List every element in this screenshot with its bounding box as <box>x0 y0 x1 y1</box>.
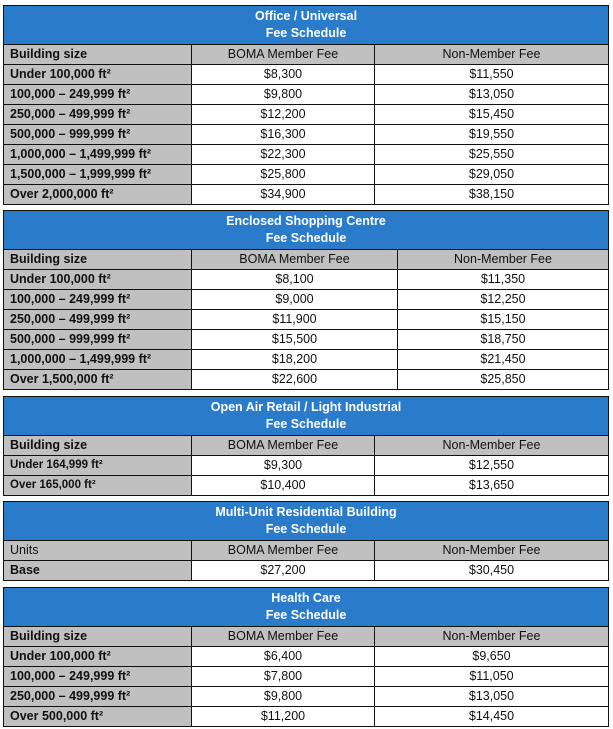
size-label: 100,000 – 249,999 ft² <box>4 85 192 105</box>
member-fee: $22,300 <box>192 145 375 165</box>
table-header-row <box>4 541 609 561</box>
member-fee: $16,300 <box>192 125 375 145</box>
size-label: 250,000 – 499,999 ft² <box>4 310 192 330</box>
member-fee: $22,600 <box>192 370 398 390</box>
column-header-non-member-fee: Non-Member Fee <box>375 436 609 456</box>
table-header-row <box>4 250 609 270</box>
column-header-non-member-fee: Non-Member Fee <box>398 250 609 270</box>
table-row <box>4 370 609 390</box>
size-label: Over 165,000 ft² <box>4 476 192 496</box>
table-row <box>4 310 609 330</box>
multi-unit-residential-fee-table <box>3 501 609 581</box>
non-member-fee: $12,550 <box>375 456 609 476</box>
table-row <box>4 185 609 205</box>
table-row <box>4 270 609 290</box>
column-header-member-fee: BOMA Member Fee <box>192 541 375 561</box>
non-member-fee: $15,450 <box>375 105 609 125</box>
non-member-fee: $13,050 <box>375 85 609 105</box>
member-fee: $25,800 <box>192 165 375 185</box>
member-fee: $18,200 <box>192 350 398 370</box>
column-header-non-member-fee: Non-Member Fee <box>375 627 609 647</box>
column-header-member-fee: BOMA Member Fee <box>192 436 375 456</box>
member-fee: $9,000 <box>192 290 398 310</box>
table-row <box>4 145 609 165</box>
table-row <box>4 647 609 667</box>
non-member-fee: $21,450 <box>398 350 609 370</box>
non-member-fee: $29,050 <box>375 165 609 185</box>
size-label: 1,000,000 – 1,499,999 ft² <box>4 350 192 370</box>
column-header-member-fee: BOMA Member Fee <box>192 45 375 65</box>
table-title-line2: Fee Schedule <box>265 231 347 245</box>
non-member-fee: $38,150 <box>375 185 609 205</box>
table-row <box>4 125 609 145</box>
member-fee: $7,800 <box>192 667 375 687</box>
table-row <box>4 707 609 727</box>
size-label: Base <box>4 561 192 581</box>
table-title-row <box>4 6 609 45</box>
member-fee: $15,500 <box>192 330 398 350</box>
table-row <box>4 330 609 350</box>
member-fee: $11,900 <box>192 310 398 330</box>
member-fee: $34,900 <box>192 185 375 205</box>
enclosed-shopping-centre-fee-table <box>3 210 609 390</box>
table-title-line1: Health Care <box>271 591 341 605</box>
non-member-fee: $30,450 <box>375 561 609 581</box>
table-title <box>4 397 609 436</box>
non-member-fee: $15,150 <box>398 310 609 330</box>
table-title-row <box>4 211 609 250</box>
column-header-non-member-fee: Non-Member Fee <box>375 541 609 561</box>
size-label: 1,500,000 – 1,999,999 ft² <box>4 165 192 185</box>
non-member-fee: $13,050 <box>375 687 609 707</box>
member-fee: $9,300 <box>192 456 375 476</box>
office-universal-fee-table <box>3 5 609 205</box>
table-title-row <box>4 588 609 627</box>
non-member-fee: $19,550 <box>375 125 609 145</box>
column-header-category: Building size <box>4 627 192 647</box>
non-member-fee: $14,450 <box>375 707 609 727</box>
size-label: Under 100,000 ft² <box>4 647 192 667</box>
non-member-fee: $12,250 <box>398 290 609 310</box>
table-header-row <box>4 627 609 647</box>
table-row <box>4 476 609 496</box>
table-title-line1: Office / Universal <box>254 9 358 23</box>
non-member-fee: $9,650 <box>375 647 609 667</box>
column-header-category: Building size <box>4 250 192 270</box>
table-title-line2: Fee Schedule <box>265 26 347 40</box>
table-row <box>4 65 609 85</box>
member-fee: $6,400 <box>192 647 375 667</box>
table-title <box>4 6 609 45</box>
column-header-category: Building size <box>4 45 192 65</box>
table-title-line2: Fee Schedule <box>265 522 347 536</box>
member-fee: $8,100 <box>192 270 398 290</box>
table-title <box>4 588 609 627</box>
table-row <box>4 85 609 105</box>
table-header-row <box>4 45 609 65</box>
table-title <box>4 502 609 541</box>
non-member-fee: $18,750 <box>398 330 609 350</box>
table-row <box>4 290 609 310</box>
column-header-category: Units <box>4 541 192 561</box>
size-label: 100,000 – 249,999 ft² <box>4 667 192 687</box>
non-member-fee: $11,350 <box>398 270 609 290</box>
column-header-non-member-fee: Non-Member Fee <box>375 45 609 65</box>
table-row <box>4 350 609 370</box>
table-row <box>4 105 609 125</box>
table-row <box>4 561 609 581</box>
size-label: Under 164,999 ft² <box>4 456 192 476</box>
size-label: 500,000 – 999,999 ft² <box>4 330 192 350</box>
size-label: 500,000 – 999,999 ft² <box>4 125 192 145</box>
size-label: Under 100,000 ft² <box>4 65 192 85</box>
member-fee: $12,200 <box>192 105 375 125</box>
size-label: 250,000 – 499,999 ft² <box>4 687 192 707</box>
table-row <box>4 165 609 185</box>
table-title-line1: Multi-Unit Residential Building <box>215 505 397 519</box>
non-member-fee: $11,550 <box>375 65 609 85</box>
table-row <box>4 456 609 476</box>
table-row <box>4 687 609 707</box>
non-member-fee: $25,850 <box>398 370 609 390</box>
size-label: Over 500,000 ft² <box>4 707 192 727</box>
size-label: 250,000 – 499,999 ft² <box>4 105 192 125</box>
size-label: Over 1,500,000 ft² <box>4 370 192 390</box>
size-label: 1,000,000 – 1,499,999 ft² <box>4 145 192 165</box>
size-label: 100,000 – 249,999 ft² <box>4 290 192 310</box>
table-title-line1: Enclosed Shopping Centre <box>226 214 386 228</box>
size-label: Under 100,000 ft² <box>4 270 192 290</box>
member-fee: $10,400 <box>192 476 375 496</box>
member-fee: $11,200 <box>192 707 375 727</box>
member-fee: $9,800 <box>192 85 375 105</box>
size-label: Over 2,000,000 ft² <box>4 185 192 205</box>
health-care-fee-table <box>3 587 609 727</box>
table-row <box>4 667 609 687</box>
table-title-line2: Fee Schedule <box>265 608 347 622</box>
table-title-row <box>4 502 609 541</box>
table-title-line1: Open Air Retail / Light Industrial <box>210 400 402 414</box>
member-fee: $9,800 <box>192 687 375 707</box>
table-title <box>4 211 609 250</box>
member-fee: $8,300 <box>192 65 375 85</box>
non-member-fee: $13,650 <box>375 476 609 496</box>
table-header-row <box>4 436 609 456</box>
column-header-member-fee: BOMA Member Fee <box>192 627 375 647</box>
open-air-retail-fee-table <box>3 396 609 496</box>
non-member-fee: $25,550 <box>375 145 609 165</box>
table-title-line2: Fee Schedule <box>265 417 347 431</box>
table-title-row <box>4 397 609 436</box>
column-header-category: Building size <box>4 436 192 456</box>
column-header-member-fee: BOMA Member Fee <box>192 250 398 270</box>
non-member-fee: $11,050 <box>375 667 609 687</box>
member-fee: $27,200 <box>192 561 375 581</box>
